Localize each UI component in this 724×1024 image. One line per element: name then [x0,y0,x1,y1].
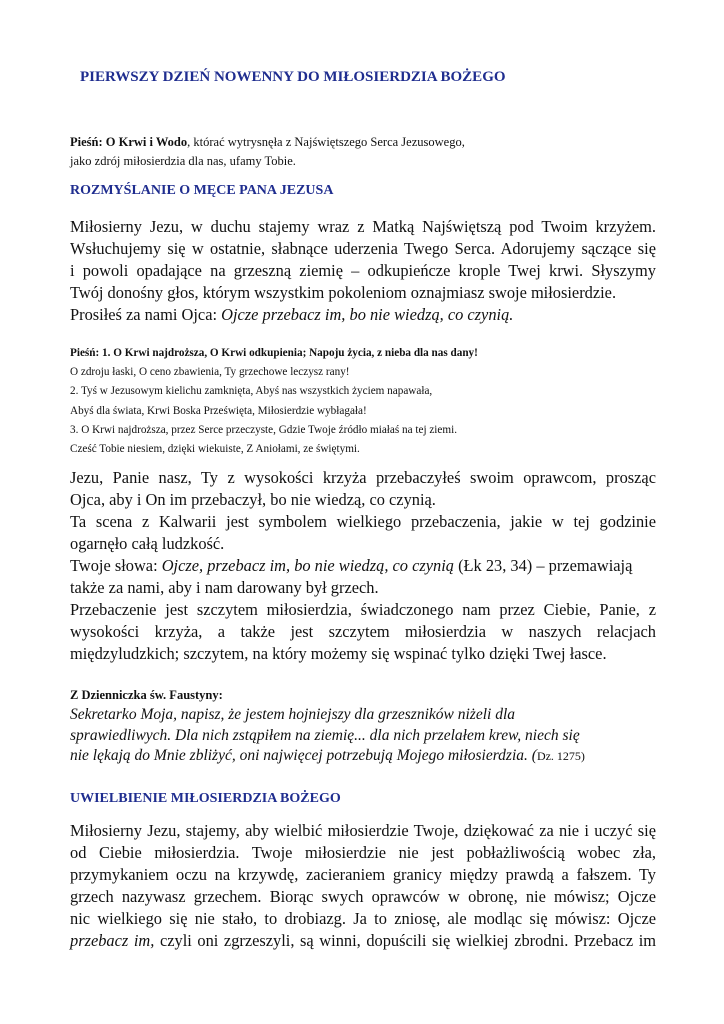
paragraph-line: i powoli opadające na grzeszną ziemię – odkupieńcze krople Twej krwi. Słyszymy [70,261,656,280]
paragraph-line: od Ciebie miłosierdzia. Twoje miłosierdzie nie jest pobłażliwością wobec zła, [70,843,656,862]
meditation-paragraph [70,216,656,326]
paragraph-line: Przebaczenie jest szczytem miłosierdzia, świadczonego nam przez Ciebie, Panie, z [70,600,656,619]
song-line: 3. O Krwi najdroższa, przez Serce przeczyste, Gdzie Twoje źródło miałaś na tej ziemi. [70,423,457,436]
diary-reference: Dz. 1275) [536,749,585,763]
paragraph-line: także za nami, aby i nam darowany był grzech. [70,578,379,597]
quote-text: przebacz im, [70,931,155,950]
section-heading-worship: UWIELBIENIE MIŁOSIERDZIA BOŻEGO [70,791,341,806]
paragraph-text: czyli oni zgrzeszyli, są winni, dopuścili się wielkiej zbrodni. Przebacz im [154,931,656,950]
paragraph-line: przymykaniem oczu na krzywdę, zacieraniem granicy między prawdą a fałszem. Ty [70,865,656,884]
page-title: PIERWSZY DZIEŃ NOWENNY DO MIŁOSIERDZIA BOŻEGO [80,69,506,85]
quote-line: Sekretarko Moja, napisz, że jestem hojniejszy dla grzeszników niżeli dla [70,706,516,723]
quote-text: Ojcze przebacz im, bo nie wiedzą, co czynią. [221,305,514,324]
song-text: , którać wytrysnęła z Najświętszego Serca Jezusowego, [187,135,465,149]
quote-line: nie lękają do Mnie zbliżyć, oni najwięcej potrzebują Mojego miłosierdzia. ( [70,747,537,764]
worship-paragraph [70,820,656,952]
opening-song [70,133,465,171]
song-line: Cześć Tobie niesiem, dzięki wiekuiste, Z Aniołami, ze świętymi. [70,443,360,456]
quote-text: Ojcze, przebacz im, bo nie wiedzą, co czynią [161,556,454,575]
paragraph-text: Twoje słowa: [70,556,162,575]
song-line: 2. Tyś w Jezusowym kielichu zamknięta, Abyś nas wszystkich życiem napawała, [70,385,433,398]
paragraph-text: Prosiłeś za nami Ojca: [70,305,222,324]
paragraph-line: Ojca, aby i On im przebaczył, bo nie wiedzą, co czynią. [70,490,436,509]
paragraph-line: Ta scena z Kalwarii jest symbolem wielkiego przebaczenia, jakie w tej godzinie [70,512,656,531]
song-text: jako zdrój miłosierdzia dla nas, ufamy Tobie. [70,154,296,168]
section-heading-meditation: ROZMYŚLANIE O MĘCE PANA JEZUSA [70,183,334,198]
paragraph-line: Wsłuchujemy się w ostatnie, słabnące uderzenia Twego Serca. Adorujemy sączące się [70,239,656,258]
diary-title: Z Dzienniczka św. Faustyny: [70,688,223,702]
quote-line: sprawiedliwych. Dla nich zstąpiłem na ziemię... dla nich przelałem krew, niech się [70,726,580,744]
paragraph-line: ogarnęło całą ludzkość. [70,534,225,553]
paragraph-line: międzyludzkich; szczytem, na który możemy się wspinać tylko dzięki Twej łasce. [70,644,607,663]
diary-quote [70,686,656,767]
reflection-paragraph [70,467,656,665]
paragraph-line: nic wielkiego się nie stało, to drobiazg. Ja to zniosę, ale modląc się mówisz: Ojcze [70,909,656,928]
paragraph-line: Miłosierny Jezu, w duchu stajemy wraz z Matką Najświętszą pod Twoim krzyżem. [70,217,656,236]
paragraph-line: Jezu, Panie nasz, Ty z wysokości krzyża przebaczyłeś swoim oprawcom, prosząc [70,468,656,487]
song-title: Pieśń: 1. O Krwi najdroższa, O Krwi odkupienia; Napoju życia, z nieba dla nas dany! [70,347,478,359]
paragraph-line: wysokości krzyża, a także jest szczytem miłosierdzia w naszych relacjach [70,622,656,641]
song-line: O zdroju łaski, O ceno zbawienia, Ty grzechowe leczysz rany! [70,366,350,379]
song-label: Pieśń: O Krwi i Wodo [70,135,188,149]
paragraph-line: Twój donośny głos, którym wszystkim pokoleniom oznajmiasz swoje miłosierdzie. [70,283,617,302]
song-blood [70,344,656,459]
paragraph-line: grzech nazywasz grzechem. Biorąc swych oprawców w obronę, nie mówisz; Ojcze [70,887,656,906]
paragraph-line: Miłosierny Jezu, stajemy, aby wielbić miłosierdzie Twoje, dziękować za nie i uczyć się [70,821,656,840]
paragraph-text: (Łk 23, 34) – przemawiają [453,556,633,575]
song-line: Abyś dla świata, Krwi Boska Prześwięta, Miłosierdzie wybłagała! [70,404,367,417]
